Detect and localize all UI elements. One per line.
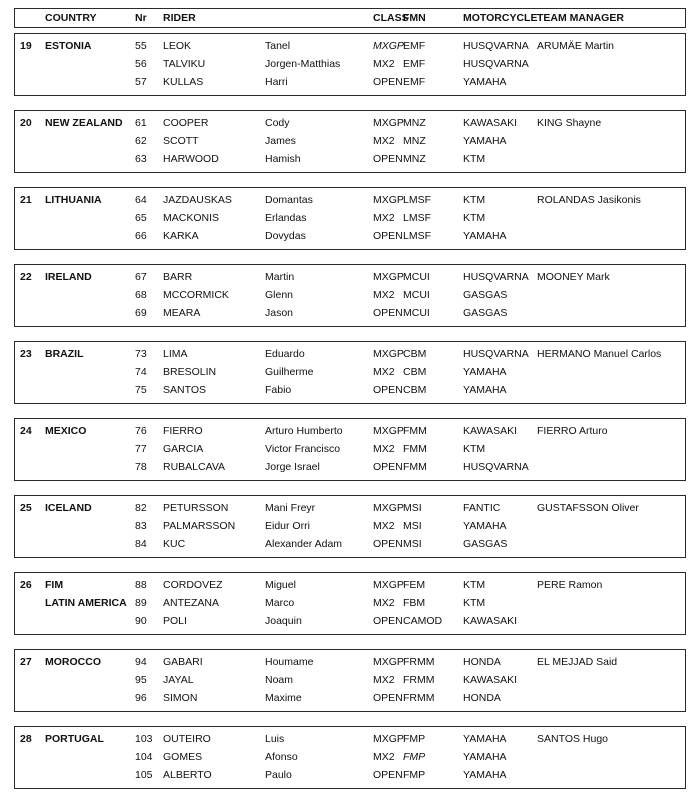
rider-number-cell: 55 [135, 40, 147, 52]
country-block [14, 341, 686, 404]
rider-row [15, 594, 685, 612]
rider-class-cell: OPEN [373, 692, 403, 704]
rider-row [15, 286, 685, 304]
rider-first-name-cell: Jorgen-Matthias [265, 58, 341, 70]
rider-number-cell: 75 [135, 384, 147, 396]
rider-fmn-cell: MNZ [403, 153, 426, 165]
rider-class-cell: MX2 [373, 58, 395, 70]
rider-row [15, 268, 685, 286]
rider-first-name-cell: Maxime [265, 692, 302, 704]
rider-motorcycle-cell: YAMAHA [463, 230, 507, 242]
rider-first-name-cell: Harri [265, 76, 288, 88]
block-number-cell: 22 [20, 271, 32, 283]
rider-last-name-cell: KUC [163, 538, 186, 550]
rider-class-cell: OPEN [373, 538, 403, 550]
rider-first-name-cell: Dovydas [265, 230, 306, 242]
rider-first-name-cell: Luis [265, 733, 285, 745]
rider-last-name-cell: POLI [163, 615, 187, 627]
rider-row [15, 363, 685, 381]
rider-fmn-cell: MSI [403, 538, 422, 550]
country-block [14, 187, 686, 250]
rider-row [15, 209, 685, 227]
rider-class-cell: MXGP [373, 271, 404, 283]
country-block [14, 495, 686, 558]
country-block [14, 110, 686, 173]
team-manager-cell: KING Shayne [537, 117, 602, 129]
rider-class-cell: OPEN [373, 153, 403, 165]
rider-motorcycle-cell: YAMAHA [463, 135, 507, 147]
rider-class-cell: MXGP [373, 733, 404, 745]
rider-last-name-cell: SCOTT [163, 135, 199, 147]
country-block [14, 726, 686, 789]
rider-number-cell: 76 [135, 425, 147, 437]
rider-first-name-cell: Marco [265, 597, 295, 609]
country-name-cell: NEW ZEALAND [45, 117, 123, 129]
rider-first-name-cell: Guilherme [265, 366, 314, 378]
rider-fmn-cell: CAMOD [403, 615, 443, 627]
rider-last-name-cell: GOMES [163, 751, 203, 763]
rider-number-cell: 104 [135, 751, 153, 763]
rider-class-cell: MXGP [373, 194, 404, 206]
rider-motorcycle-cell: KAWASAKI [463, 615, 518, 627]
rider-number-cell: 64 [135, 194, 147, 206]
block-number-cell: 26 [20, 579, 32, 591]
rider-fmn-cell: FRMM [403, 656, 435, 668]
rider-class-cell: MX2 [373, 520, 395, 532]
rider-class-cell: OPEN [373, 461, 403, 473]
country-name-cell: IRELAND [45, 271, 92, 283]
rider-number-cell: 67 [135, 271, 147, 283]
rider-last-name-cell: GABARI [163, 656, 203, 668]
rider-fmn-cell: FMP [403, 769, 426, 781]
rider-first-name-cell: James [265, 135, 296, 147]
rider-motorcycle-cell: KTM [463, 579, 486, 591]
rider-row [15, 114, 685, 132]
block-number-cell: 27 [20, 656, 32, 668]
rider-motorcycle-cell: HUSQVARNA [463, 40, 529, 52]
rider-motorcycle-cell: YAMAHA [463, 366, 507, 378]
rider-motorcycle-cell: KAWASAKI [463, 425, 518, 437]
rider-last-name-cell: JAYAL [163, 674, 194, 686]
rider-number-cell: 56 [135, 58, 147, 70]
rider-last-name-cell: TALVIKU [163, 58, 206, 70]
rider-number-cell: 65 [135, 212, 147, 224]
rider-fmn-cell: CBM [403, 348, 427, 360]
rider-last-name-cell: BARR [163, 271, 193, 283]
rider-fmn-cell: FRMM [403, 692, 435, 704]
team-manager-cell: ARUMÄE Martin [537, 40, 615, 52]
rider-fmn-cell: MCUI [403, 271, 430, 283]
rider-row [15, 766, 685, 784]
rider-first-name-cell: Jorge Israel [265, 461, 320, 473]
rider-first-name-cell: Domantas [265, 194, 313, 206]
country-name-cell: LITHUANIA [45, 194, 102, 206]
rider-class-cell: MX2 [373, 751, 395, 763]
rider-last-name-cell: HARWOOD [163, 153, 219, 165]
rider-last-name-cell: MCCORMICK [163, 289, 229, 301]
rider-row [15, 227, 685, 245]
rider-first-name-cell: Paulo [265, 769, 292, 781]
rider-motorcycle-cell: KTM [463, 153, 486, 165]
header-nr: Nr [135, 12, 147, 24]
rider-fmn-cell: FMM [403, 461, 427, 473]
rider-class-cell: OPEN [373, 384, 403, 396]
rider-number-cell: 63 [135, 153, 147, 165]
rider-number-cell: 73 [135, 348, 147, 360]
rider-motorcycle-cell: YAMAHA [463, 76, 507, 88]
rider-first-name-cell: Houmame [265, 656, 314, 668]
rider-number-cell: 78 [135, 461, 147, 473]
rider-row [15, 55, 685, 73]
rider-number-cell: 62 [135, 135, 147, 147]
rider-class-cell: MXGP [373, 502, 404, 514]
rider-class-cell: OPEN [373, 76, 403, 88]
team-manager-cell: FIERRO Arturo [537, 425, 608, 437]
block-number-cell: 24 [20, 425, 32, 437]
rider-last-name-cell: MACKONIS [163, 212, 220, 224]
rider-fmn-cell: FMP [403, 751, 426, 763]
rider-class-cell: MXGP [373, 579, 404, 591]
rider-number-cell: 83 [135, 520, 147, 532]
table-header [14, 8, 686, 28]
block-number-cell: 20 [20, 117, 32, 129]
rider-last-name-cell: LIMA [163, 348, 188, 360]
rider-fmn-cell: FMP [403, 733, 426, 745]
rider-motorcycle-cell: KAWASAKI [463, 117, 518, 129]
rider-row [15, 499, 685, 517]
rider-class-cell: OPEN [373, 615, 403, 627]
rider-fmn-cell: LMSF [403, 194, 432, 206]
rider-class-cell: MXGP [373, 117, 404, 129]
rider-row [15, 132, 685, 150]
rider-fmn-cell: EMF [403, 40, 426, 52]
rider-number-cell: 88 [135, 579, 147, 591]
team-manager-cell: SANTOS Hugo [537, 733, 609, 745]
rider-first-name-cell: Arturo Humberto [265, 425, 343, 437]
rider-fmn-cell: MNZ [403, 135, 426, 147]
rider-fmn-cell: LMSF [403, 230, 432, 242]
rider-first-name-cell: Mani Freyr [265, 502, 316, 514]
rider-motorcycle-cell: HUSQVARNA [463, 348, 529, 360]
country-name-cell: BRAZIL [45, 348, 84, 360]
rider-number-cell: 89 [135, 597, 147, 609]
block-number-cell: 23 [20, 348, 32, 360]
rider-fmn-cell: FBM [403, 597, 426, 609]
rider-fmn-cell: FMM [403, 443, 427, 455]
rider-number-cell: 66 [135, 230, 147, 242]
rider-motorcycle-cell: HUSQVARNA [463, 461, 529, 473]
rider-last-name-cell: JAZDAUSKAS [163, 194, 232, 206]
header-team-manager: TEAM MANAGER [537, 12, 624, 24]
rider-motorcycle-cell: HUSQVARNA [463, 58, 529, 70]
rider-class-cell: MX2 [373, 366, 395, 378]
block-number-cell: 21 [20, 194, 32, 206]
rider-row [15, 653, 685, 671]
rider-fmn-cell: FEM [403, 579, 426, 591]
header-rider: RIDER [163, 12, 196, 24]
rider-first-name-cell: Eduardo [265, 348, 305, 360]
rider-class-cell: MX2 [373, 597, 395, 609]
rider-first-name-cell: Eidur Orri [265, 520, 310, 532]
rider-motorcycle-cell: GASGAS [463, 538, 508, 550]
rider-class-cell: OPEN [373, 769, 403, 781]
rider-first-name-cell: Jason [265, 307, 294, 319]
rider-class-cell: MXGP [373, 656, 404, 668]
rider-first-name-cell: Hamish [265, 153, 301, 165]
country-block [14, 264, 686, 327]
rider-class-cell: MXGP [373, 348, 404, 360]
rider-row [15, 517, 685, 535]
rider-motorcycle-cell: YAMAHA [463, 751, 507, 763]
rider-last-name-cell: PETURSSON [163, 502, 229, 514]
country-block [14, 418, 686, 481]
rider-last-name-cell: FIERRO [163, 425, 203, 437]
rider-last-name-cell: KARKA [163, 230, 199, 242]
rider-number-cell: 90 [135, 615, 147, 627]
rider-first-name-cell: Afonso [265, 751, 298, 763]
rider-number-cell: 69 [135, 307, 147, 319]
country-name-cell: MOROCCO [45, 656, 101, 668]
rider-class-cell: MX2 [373, 443, 395, 455]
team-manager-cell: GUSTAFSSON Oliver [537, 502, 639, 514]
rider-fmn-cell: MNZ [403, 117, 426, 129]
rider-class-cell: OPEN [373, 307, 403, 319]
rider-class-cell: MXGP [373, 40, 404, 52]
country-name-cell: MEXICO [45, 425, 87, 437]
rider-first-name-cell: Glenn [265, 289, 294, 301]
rider-class-cell: MX2 [373, 135, 395, 147]
rider-motorcycle-cell: YAMAHA [463, 520, 507, 532]
block-number-cell: 25 [20, 502, 32, 514]
rider-motorcycle-cell: HONDA [463, 656, 501, 668]
country-name-cell: LATIN AMERICA [45, 597, 127, 609]
header-fmn: FMN [403, 12, 426, 24]
rider-number-cell: 94 [135, 656, 147, 668]
rider-class-cell: MX2 [373, 212, 395, 224]
rider-row [15, 689, 685, 707]
header-country: COUNTRY [45, 12, 97, 24]
rider-fmn-cell: FRMM [403, 674, 435, 686]
rider-fmn-cell: CBM [403, 384, 427, 396]
team-manager-cell: PERE Ramon [537, 579, 603, 591]
country-name-cell: ICELAND [45, 502, 92, 514]
rider-last-name-cell: SIMON [163, 692, 198, 704]
rider-row [15, 440, 685, 458]
rider-number-cell: 105 [135, 769, 153, 781]
country-name-cell: PORTUGAL [45, 733, 104, 745]
rider-last-name-cell: ANTEZANA [163, 597, 220, 609]
country-block [14, 649, 686, 712]
country-block [14, 572, 686, 635]
rider-motorcycle-cell: GASGAS [463, 289, 508, 301]
rider-fmn-cell: LMSF [403, 212, 432, 224]
rider-first-name-cell: Alexander Adam [265, 538, 343, 550]
rider-row [15, 345, 685, 363]
rider-first-name-cell: Victor Francisco [265, 443, 341, 455]
rider-class-cell: MX2 [373, 289, 395, 301]
country-name-cell: ESTONIA [45, 40, 92, 52]
rider-row [15, 612, 685, 630]
rider-row [15, 422, 685, 440]
rider-number-cell: 84 [135, 538, 147, 550]
rider-motorcycle-cell: KTM [463, 212, 486, 224]
rider-last-name-cell: KULLAS [163, 76, 204, 88]
rider-motorcycle-cell: GASGAS [463, 307, 508, 319]
rider-first-name-cell: Tanel [265, 40, 291, 52]
rider-first-name-cell: Miguel [265, 579, 296, 591]
team-manager-cell: MOONEY Mark [537, 271, 610, 283]
rider-fmn-cell: MSI [403, 520, 422, 532]
rider-row [15, 730, 685, 748]
rider-last-name-cell: RUBALCAVA [163, 461, 226, 473]
rider-first-name-cell: Cody [265, 117, 290, 129]
rider-first-name-cell: Erlandas [265, 212, 307, 224]
rider-last-name-cell: MEARA [163, 307, 201, 319]
rider-row [15, 535, 685, 553]
rider-last-name-cell: ALBERTO [163, 769, 212, 781]
rider-row [15, 671, 685, 689]
rider-fmn-cell: MSI [403, 502, 422, 514]
rider-motorcycle-cell: YAMAHA [463, 733, 507, 745]
header-motorcycle: MOTORCYCLE [463, 12, 538, 24]
rider-last-name-cell: BRESOLIN [163, 366, 217, 378]
rider-row [15, 458, 685, 476]
rider-fmn-cell: EMF [403, 76, 426, 88]
rider-number-cell: 57 [135, 76, 147, 88]
team-manager-cell: EL MEJJAD Said [537, 656, 618, 668]
rider-row [15, 37, 685, 55]
rider-motorcycle-cell: KTM [463, 597, 486, 609]
rider-row [15, 73, 685, 91]
rider-fmn-cell: CBM [403, 366, 427, 378]
rider-last-name-cell: SANTOS [163, 384, 206, 396]
rider-row [15, 381, 685, 399]
rider-first-name-cell: Fabio [265, 384, 292, 396]
block-number-cell: 28 [20, 733, 32, 745]
rider-last-name-cell: OUTEIRO [163, 733, 211, 745]
rider-fmn-cell: MCUI [403, 289, 430, 301]
rider-motorcycle-cell: YAMAHA [463, 384, 507, 396]
rider-motorcycle-cell: HUSQVARNA [463, 271, 529, 283]
rider-last-name-cell: COOPER [163, 117, 209, 129]
country-blocks-container [14, 33, 686, 789]
rider-number-cell: 61 [135, 117, 147, 129]
rider-first-name-cell: Joaquin [265, 615, 302, 627]
header-class: CLASS [373, 12, 409, 24]
rider-motorcycle-cell: YAMAHA [463, 769, 507, 781]
team-manager-cell: ROLANDAS Jasikonis [537, 194, 641, 206]
rider-fmn-cell: FMM [403, 425, 427, 437]
rider-first-name-cell: Martin [265, 271, 295, 283]
country-block [14, 33, 686, 96]
rider-fmn-cell: MCUI [403, 307, 430, 319]
rider-row [15, 191, 685, 209]
rider-class-cell: MX2 [373, 674, 395, 686]
rider-last-name-cell: PALMARSSON [163, 520, 236, 532]
rider-motorcycle-cell: FANTIC [463, 502, 501, 514]
rider-number-cell: 95 [135, 674, 147, 686]
rider-number-cell: 77 [135, 443, 147, 455]
rider-row [15, 150, 685, 168]
rider-fmn-cell: EMF [403, 58, 426, 70]
rider-row [15, 748, 685, 766]
rider-number-cell: 74 [135, 366, 147, 378]
rider-class-cell: MXGP [373, 425, 404, 437]
rider-last-name-cell: CORDOVEZ [163, 579, 223, 591]
team-manager-cell: HERMANO Manuel Carlos [537, 348, 662, 360]
rider-row [15, 576, 685, 594]
rider-motorcycle-cell: KTM [463, 443, 486, 455]
rider-number-cell: 96 [135, 692, 147, 704]
rider-motorcycle-cell: KAWASAKI [463, 674, 518, 686]
rider-class-cell: OPEN [373, 230, 403, 242]
country-name-cell: FIM [45, 579, 64, 591]
rider-last-name-cell: LEOK [163, 40, 192, 52]
rider-motorcycle-cell: HONDA [463, 692, 501, 704]
rider-number-cell: 68 [135, 289, 147, 301]
rider-row [15, 304, 685, 322]
rider-first-name-cell: Noam [265, 674, 294, 686]
block-number-cell: 19 [20, 40, 32, 52]
rider-number-cell: 82 [135, 502, 147, 514]
rider-number-cell: 103 [135, 733, 153, 745]
rider-motorcycle-cell: KTM [463, 194, 486, 206]
rider-last-name-cell: GARCIA [163, 443, 204, 455]
